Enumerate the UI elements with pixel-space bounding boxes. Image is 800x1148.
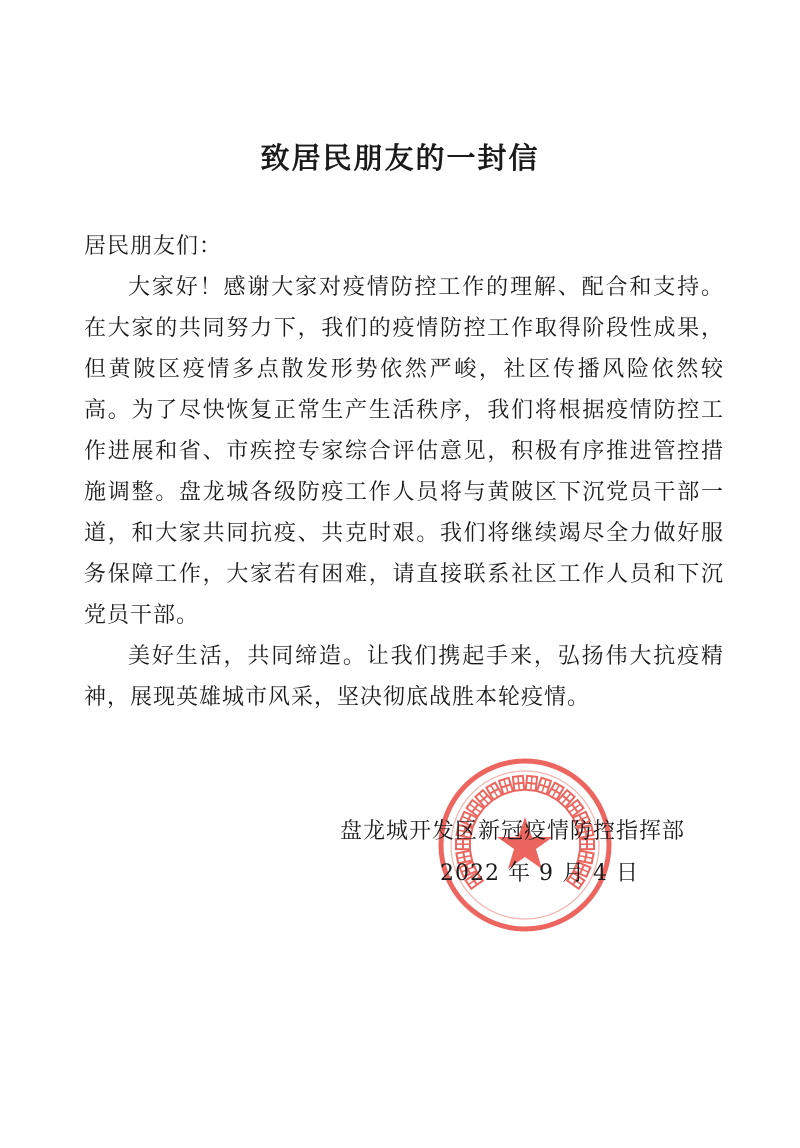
seal-glyph-mark <box>526 776 537 791</box>
signature-date: 2022 年 9 月 4 日 <box>440 861 639 886</box>
signature-organization: 盘龙城开发区新冠疫情防控指挥部 <box>340 819 686 844</box>
letter-paragraph-2: 美好生活，共同缔造。让我们携起手来，弘扬伟大抗疫精神，展现英雄城市风采，坚决彻底战胜本轮疫情。 <box>84 644 724 710</box>
seal-glyph-mark <box>513 776 524 791</box>
letter-body <box>84 226 724 718</box>
letter-paragraph-1: 大家好！感谢大家对疫情防控工作的理解、配合和支持。在大家的共同努力下，我们的疫情防控工作取得阶段性成果，但黄陂区疫情多点散发形势依然严峻，社区传播风险依然较高。为了尽快恢复正常生产生活秩序，我们将根据疫情防控工作进展和省、市疾控专家综合评估意见，积极有序推进管控措施调整。盘龙城各级防疫工作人员将与黄陂区下沉党员干部一道，和大家共同抗疫、共克时艰。我们将继续竭尽全力做好服务保障工作，大家若有困难，请直接联系社区工作人员和下沉党员干部。 <box>84 275 724 628</box>
letter-salutation: 居民朋友们： <box>84 234 223 259</box>
letter-title: 致居民朋友的一封信 <box>260 141 540 175</box>
